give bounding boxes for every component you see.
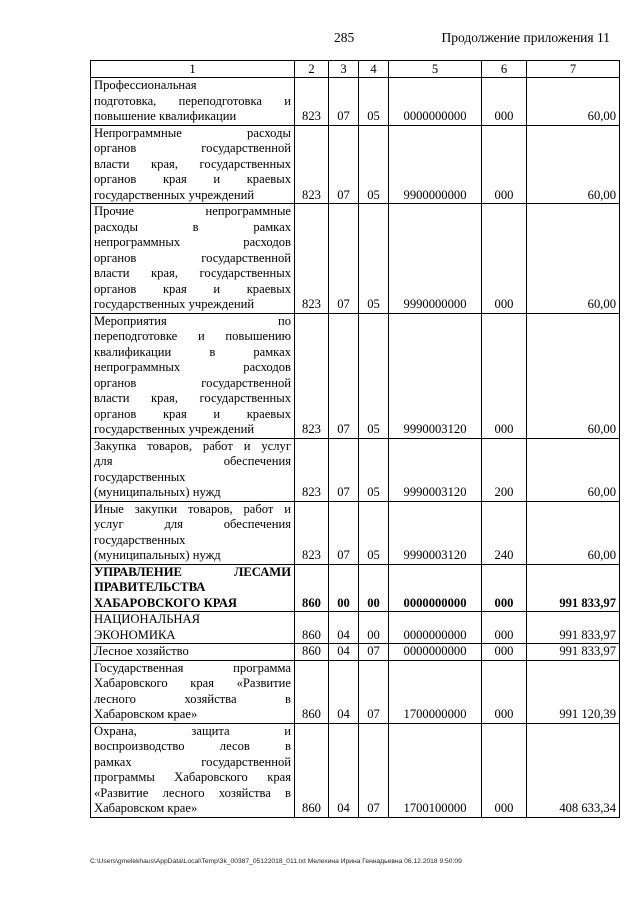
amount-cell: 60,00 (527, 438, 620, 501)
row-name-line: органов края и краевых (94, 406, 291, 421)
row-name-line: квалификации в рамках (94, 344, 291, 359)
row-name-line: органов государственной (94, 375, 291, 390)
row-name-line: (муниципальных) нужд (94, 485, 221, 499)
subsection-code-cell: 00 (359, 612, 389, 644)
ministry-code-cell: 823 (295, 204, 329, 314)
ministry-code-cell: 860 (295, 660, 329, 723)
expense-type-cell: 000 (482, 78, 527, 126)
subsection-code-cell: 00 (359, 564, 389, 612)
row-name-line: НАЦИОНАЛЬНАЯ (94, 612, 201, 626)
subsection-code-cell: 05 (359, 438, 389, 501)
section-code-cell: 07 (329, 438, 359, 501)
column-header: 1 (91, 61, 295, 78)
row-name-line: Хабаровском крае» (94, 801, 198, 815)
subsection-code-cell: 07 (359, 660, 389, 723)
row-name-line: государственных учреждений (94, 187, 255, 202)
target-code-cell: 9990003120 (389, 501, 482, 564)
row-name-line: (муниципальных) нужд (94, 548, 221, 562)
row-name-line: повышение квалификации (94, 109, 237, 123)
ministry-code-cell: 860 (295, 644, 329, 661)
row-name-line: Охрана, защита и (94, 723, 291, 738)
expense-type-cell: 000 (482, 204, 527, 314)
row-name-line: власти края, государственных (94, 156, 291, 171)
ministry-code-cell: 823 (295, 125, 329, 204)
section-code-cell: 07 (329, 501, 359, 564)
subsection-code-cell: 05 (359, 501, 389, 564)
expense-type-cell: 200 (482, 438, 527, 501)
row-name-line: Иные закупки товаров, работ и (94, 501, 291, 516)
table-row (91, 644, 620, 661)
row-name-cell (91, 612, 295, 644)
section-code-cell: 04 (329, 644, 359, 661)
subsection-code-cell: 05 (359, 313, 389, 438)
amount-cell: 408 633,34 (527, 723, 620, 817)
ministry-code-cell: 860 (295, 723, 329, 817)
column-header: 6 (482, 61, 527, 78)
table-row (91, 612, 620, 644)
row-name-line: «Развитие лесного хозяйства в (94, 785, 291, 800)
subsection-code-cell: 05 (359, 204, 389, 314)
table-row (91, 564, 620, 612)
row-name-line: лесного хозяйства в (94, 691, 291, 706)
row-name-line: УПРАВЛЕНИЕ ЛЕСАМИ (94, 564, 291, 579)
target-code-cell: 0000000000 (389, 78, 482, 126)
target-code-cell: 0000000000 (389, 612, 482, 644)
ministry-code-cell: 823 (295, 78, 329, 126)
expense-type-cell: 000 (482, 564, 527, 612)
amount-cell: 60,00 (527, 78, 620, 126)
target-code-cell: 1700000000 (389, 660, 482, 723)
target-code-cell: 9990000000 (389, 204, 482, 314)
subsection-code-cell: 05 (359, 125, 389, 204)
subsection-code-cell: 07 (359, 723, 389, 817)
section-code-cell: 04 (329, 723, 359, 817)
section-code-cell: 00 (329, 564, 359, 612)
table-row (91, 723, 620, 817)
amount-cell: 60,00 (527, 204, 620, 314)
row-name-line: Закупка товаров, работ и услуг (94, 438, 291, 453)
row-name-cell (91, 313, 295, 438)
header-row (91, 61, 620, 78)
row-name-cell (91, 564, 295, 612)
row-name-line: переподготовке и повышению (94, 329, 291, 343)
section-code-cell: 07 (329, 313, 359, 438)
table-row (91, 438, 620, 501)
column-header: 4 (359, 61, 389, 78)
row-name-line: органов края и краевых (94, 281, 291, 296)
column-header: 5 (389, 61, 482, 78)
amount-cell: 60,00 (527, 125, 620, 204)
expense-type-cell: 000 (482, 723, 527, 817)
row-name-cell (91, 125, 295, 204)
amount-cell: 60,00 (527, 313, 620, 438)
row-name-line: Непрограммные расходы (94, 125, 291, 140)
ministry-code-cell: 823 (295, 313, 329, 438)
table-row (91, 313, 620, 438)
row-name-line: Хабаровского края «Развитие (94, 676, 291, 690)
row-name-line: органов государственной (94, 250, 291, 265)
row-name-line: Государственная программа (94, 660, 291, 675)
row-name-line: ЭКОНОМИКА (94, 627, 176, 642)
amount-cell: 60,00 (527, 501, 620, 564)
subsection-code-cell: 07 (359, 644, 389, 661)
target-code-cell: 9900000000 (389, 125, 482, 204)
row-name-line: государственных учреждений (94, 422, 255, 436)
row-name-cell (91, 660, 295, 723)
row-name-line: Хабаровском крае» (94, 707, 198, 721)
row-name-line: Лесное хозяйство (94, 644, 189, 658)
row-name-line: органов государственной (94, 141, 291, 155)
row-name-line: рамках государственной (94, 754, 291, 769)
target-code-cell: 0000000000 (389, 644, 482, 661)
row-name-cell (91, 78, 295, 126)
row-name-line: власти края, государственных (94, 266, 291, 280)
row-name-line: ХАБАРОВСКОГО КРАЯ (94, 595, 238, 610)
section-code-cell: 04 (329, 660, 359, 723)
expense-type-cell: 240 (482, 501, 527, 564)
row-name-line: программы Хабаровского края (94, 770, 291, 784)
row-name-line: для обеспечения (94, 454, 291, 468)
section-code-cell: 07 (329, 204, 359, 314)
ministry-code-cell: 860 (295, 564, 329, 612)
expense-type-cell: 000 (482, 313, 527, 438)
table-row (91, 204, 620, 314)
row-name-line: услуг для обеспечения (94, 517, 291, 531)
budget-table (90, 60, 620, 818)
amount-cell: 991 120,39 (527, 660, 620, 723)
table-row (91, 125, 620, 204)
ministry-code-cell: 823 (295, 501, 329, 564)
column-header: 2 (295, 61, 329, 78)
row-name-cell (91, 204, 295, 314)
section-code-cell: 04 (329, 612, 359, 644)
ministry-code-cell: 823 (295, 438, 329, 501)
appendix-title: Продолжение приложения 11 (441, 30, 610, 45)
row-name-line: Мероприятия по (94, 313, 291, 328)
section-code-cell: 07 (329, 125, 359, 204)
target-code-cell: 9990003120 (389, 313, 482, 438)
section-code-cell: 07 (329, 78, 359, 126)
column-header: 3 (329, 61, 359, 78)
page-number: 285 (334, 30, 355, 45)
row-name-cell (91, 723, 295, 817)
row-name-line: государственных (94, 469, 186, 484)
expense-type-cell: 000 (482, 644, 527, 661)
row-name-line: ПРАВИТЕЛЬСТВА (94, 580, 206, 594)
expense-type-cell: 000 (482, 125, 527, 204)
row-name-line: государственных (94, 532, 186, 547)
row-name-line: власти края, государственных (94, 391, 291, 405)
row-name-line: органов края и краевых (94, 172, 291, 186)
expense-type-cell: 000 (482, 612, 527, 644)
table-row (91, 660, 620, 723)
table-row (91, 501, 620, 564)
target-code-cell: 1700100000 (389, 723, 482, 817)
table-row (91, 78, 620, 126)
amount-cell: 991 833,97 (527, 564, 620, 612)
file-path-footer: C:\Users\gmelekhaus\AppData\Local\Temp\3k_00387_05122018_011.txt Мелехина Ирина Геннадьевна 06.12.2018 9:50:09 (90, 858, 462, 865)
target-code-cell: 9990003120 (389, 438, 482, 501)
row-name-line: подготовка, переподготовка и (94, 93, 291, 108)
target-code-cell: 0000000000 (389, 564, 482, 612)
ministry-code-cell: 860 (295, 612, 329, 644)
expense-type-cell: 000 (482, 660, 527, 723)
row-name-line: непрограммных расходов (94, 360, 291, 374)
amount-cell: 991 833,97 (527, 644, 620, 661)
row-name-cell (91, 501, 295, 564)
row-name-line: расходы в рамках (94, 219, 291, 234)
row-name-line: непрограммных расходов (94, 235, 291, 249)
row-name-line: Прочие непрограммные (94, 204, 291, 218)
row-name-cell (91, 644, 295, 661)
column-header: 7 (527, 61, 620, 78)
row-name-line: воспроизводство лесов в (94, 739, 291, 753)
amount-cell: 991 833,97 (527, 612, 620, 644)
row-name-line: государственных учреждений (94, 297, 255, 311)
row-name-cell (91, 438, 295, 501)
row-name-line: Профессиональная (94, 78, 197, 92)
subsection-code-cell: 05 (359, 78, 389, 126)
